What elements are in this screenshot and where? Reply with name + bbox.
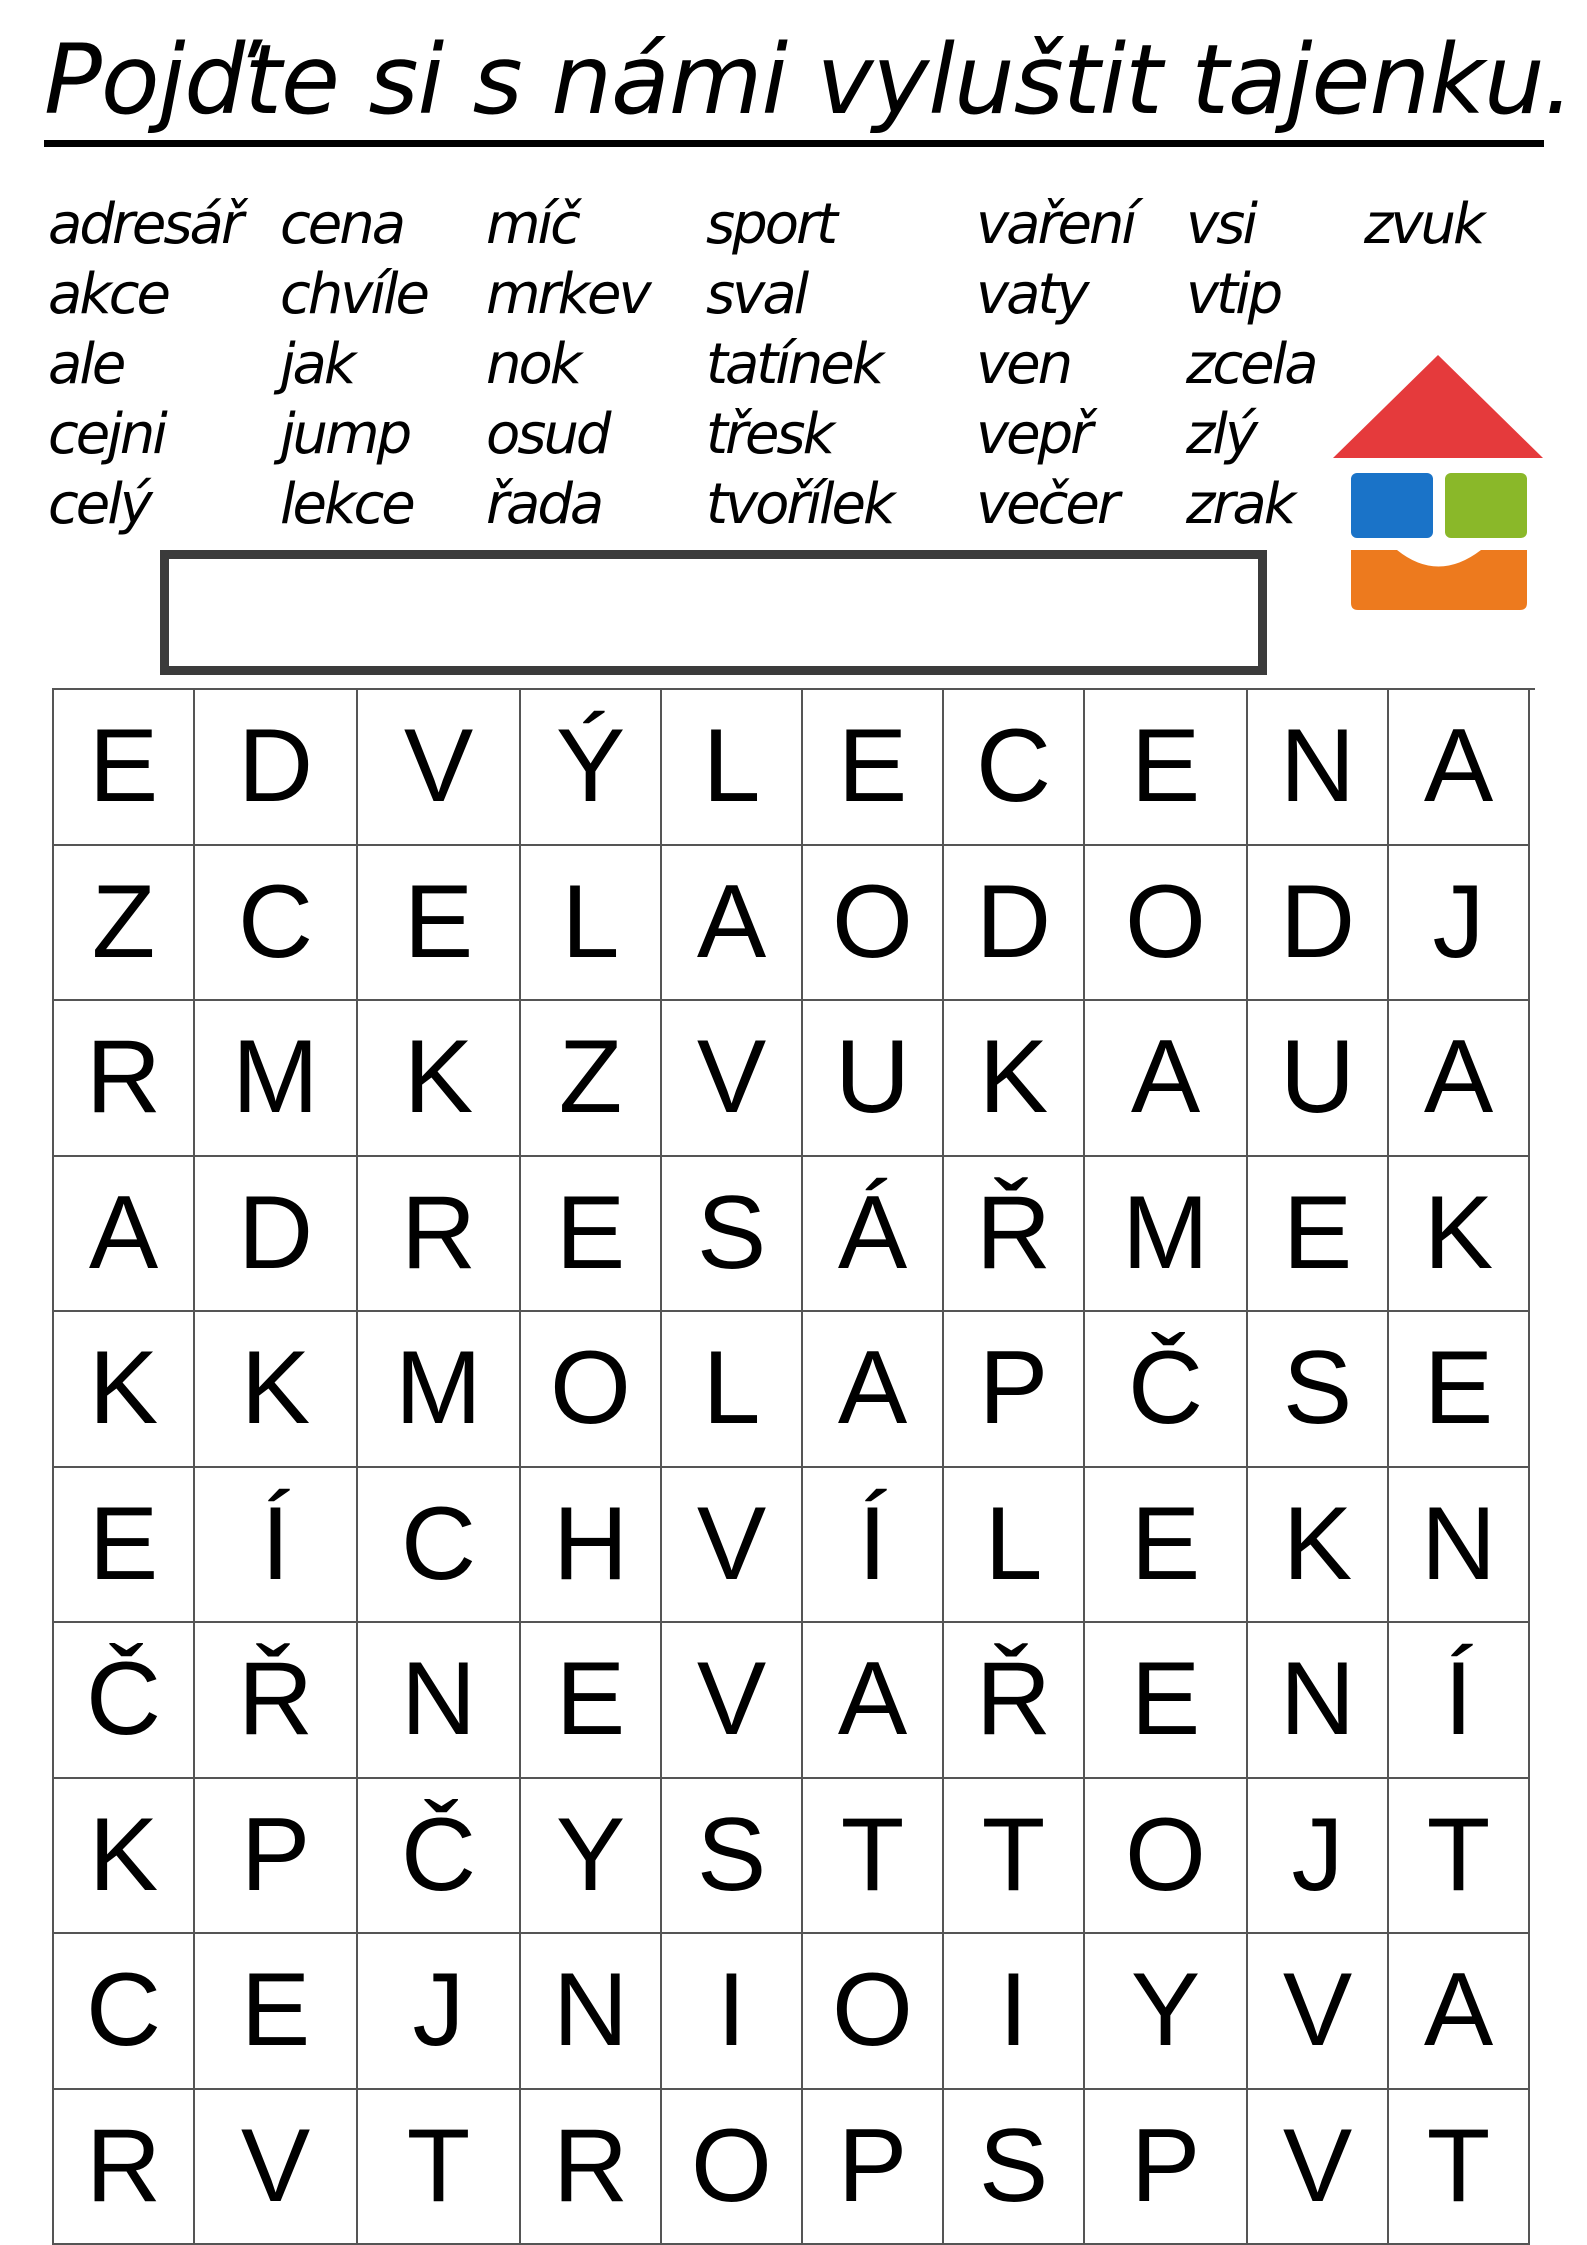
grid-cell[interactable]: D [1248, 846, 1389, 1002]
grid-cell[interactable]: V [662, 1468, 803, 1624]
grid-cell[interactable]: M [195, 1001, 358, 1157]
word-list-item: chvíle [280, 262, 427, 327]
grid-cell[interactable]: Č [54, 1623, 195, 1779]
grid-cell[interactable]: P [195, 1779, 358, 1935]
logo-smile [1351, 550, 1527, 610]
grid-cell[interactable]: Í [803, 1468, 944, 1624]
grid-cell[interactable]: Í [195, 1468, 358, 1624]
grid-cell[interactable]: S [662, 1157, 803, 1313]
word-list-item: zcela [1186, 332, 1316, 397]
grid-cell[interactable]: Y [1085, 1934, 1248, 2090]
grid-cell[interactable]: D [195, 690, 358, 846]
grid-cell[interactable]: J [1248, 1779, 1389, 1935]
grid-cell[interactable]: Č [1085, 1312, 1248, 1468]
word-column-6 [1186, 190, 1316, 540]
grid-cell[interactable]: A [1389, 1934, 1530, 2090]
grid-cell[interactable]: O [803, 1934, 944, 2090]
grid-cell[interactable]: Á [803, 1157, 944, 1313]
grid-cell[interactable]: K [944, 1001, 1085, 1157]
grid-cell[interactable]: P [1085, 2090, 1248, 2245]
grid-cell[interactable]: C [358, 1468, 521, 1624]
word-list-item: adresář [48, 192, 241, 257]
grid-cell[interactable]: O [803, 846, 944, 1002]
logo-window-right [1445, 473, 1527, 538]
word-list-item: osud [486, 402, 609, 467]
grid-cell[interactable]: K [54, 1779, 195, 1935]
word-list-item: míč [486, 192, 578, 257]
grid-cell[interactable]: K [358, 1001, 521, 1157]
grid-cell[interactable]: N [1248, 1623, 1389, 1779]
word-list-item: ven [976, 332, 1071, 397]
grid-cell[interactable]: T [358, 2090, 521, 2245]
grid-cell[interactable]: N [358, 1623, 521, 1779]
word-list-item: zrak [1186, 472, 1294, 537]
grid-cell[interactable]: V [195, 2090, 358, 2245]
grid-cell[interactable]: U [1248, 1001, 1389, 1157]
grid-cell[interactable]: K [1248, 1468, 1389, 1624]
grid-cell[interactable]: H [521, 1468, 662, 1624]
word-list-item: třesk [706, 402, 833, 467]
word-list-item: jump [280, 402, 410, 467]
grid-cell[interactable]: A [803, 1623, 944, 1779]
word-list-item: lekce [280, 472, 413, 537]
grid-cell[interactable]: M [1085, 1157, 1248, 1313]
word-search-grid [52, 688, 1535, 2245]
grid-cell[interactable]: U [803, 1001, 944, 1157]
grid-cell[interactable]: N [521, 1934, 662, 2090]
word-list-item: cejni [48, 402, 165, 467]
grid-cell[interactable]: T [944, 1779, 1085, 1935]
grid-cell[interactable]: A [1389, 1001, 1530, 1157]
grid-cell[interactable]: Č [358, 1779, 521, 1935]
grid-cell[interactable]: Z [521, 1001, 662, 1157]
word-list-item: nok [486, 332, 580, 397]
grid-cell[interactable]: S [944, 2090, 1085, 2245]
grid-cell[interactable]: V [662, 1001, 803, 1157]
worksheet-title: Pojďte si s námi vyluštit tajenku. [44, 24, 1574, 136]
grid-cell[interactable]: A [1389, 690, 1530, 846]
grid-cell[interactable]: V [1248, 2090, 1389, 2245]
word-column-3 [486, 190, 649, 540]
word-list-item: zvuk [1364, 192, 1483, 257]
grid-cell[interactable]: E [54, 1468, 195, 1624]
grid-cell[interactable]: R [521, 2090, 662, 2245]
logo-window-left [1351, 473, 1433, 538]
grid-cell[interactable]: E [195, 1934, 358, 2090]
word-list-item: vtip [1186, 262, 1281, 327]
word-list-item: jak [280, 332, 354, 397]
grid-cell[interactable]: E [1389, 1312, 1530, 1468]
grid-cell[interactable]: Í [1389, 1623, 1530, 1779]
answer-box[interactable] [160, 550, 1267, 675]
grid-cell[interactable]: R [54, 2090, 195, 2245]
grid-cell[interactable]: I [662, 1934, 803, 2090]
word-list-item: cena [280, 192, 404, 257]
grid-cell[interactable]: T [1389, 2090, 1530, 2245]
grid-cell[interactable]: S [662, 1779, 803, 1935]
word-list-item: ale [48, 332, 124, 397]
word-list-item: zlý [1186, 402, 1256, 467]
grid-cell[interactable]: O [662, 2090, 803, 2245]
grid-cell[interactable]: D [195, 1157, 358, 1313]
grid-cell[interactable]: A [803, 1312, 944, 1468]
word-list-item: večer [976, 472, 1117, 537]
word-list-item: řada [486, 472, 602, 537]
word-list-item: mrkev [486, 262, 649, 327]
grid-cell[interactable]: N [1389, 1468, 1530, 1624]
house-smile-icon [1333, 355, 1543, 615]
grid-cell[interactable]: T [803, 1779, 944, 1935]
grid-cell[interactable]: K [54, 1312, 195, 1468]
word-list-item: sport [706, 192, 835, 257]
grid-cell[interactable]: A [1085, 1001, 1248, 1157]
grid-cell[interactable]: A [54, 1157, 195, 1313]
grid-cell[interactable]: E [521, 1623, 662, 1779]
grid-cell[interactable]: V [358, 690, 521, 846]
grid-cell[interactable]: I [944, 1934, 1085, 2090]
grid-cell[interactable]: K [1389, 1157, 1530, 1313]
grid-cell[interactable]: Ý [521, 690, 662, 846]
grid-cell[interactable]: S [1248, 1312, 1389, 1468]
logo-roof [1333, 355, 1543, 458]
grid-cell[interactable]: C [195, 846, 358, 1002]
grid-cell[interactable]: E [1085, 690, 1248, 846]
word-column-4 [706, 190, 892, 540]
grid-cell[interactable]: O [1085, 846, 1248, 1002]
word-list-item: tvořílek [706, 472, 893, 537]
grid-cell[interactable]: E [521, 1157, 662, 1313]
word-column-7 [1364, 190, 1482, 260]
grid-cell[interactable]: V [662, 1623, 803, 1779]
grid-cell[interactable]: L [521, 846, 662, 1002]
grid-cell[interactable]: C [944, 690, 1085, 846]
grid-cell[interactable]: L [944, 1468, 1085, 1624]
grid-cell[interactable]: T [1389, 1779, 1530, 1935]
grid-cell[interactable]: E [54, 690, 195, 846]
word-list-item: akce [48, 262, 168, 327]
grid-cell[interactable]: Ř [944, 1623, 1085, 1779]
word-list-item: vepř [976, 402, 1091, 467]
grid-cell[interactable]: J [358, 1934, 521, 2090]
word-column-5 [976, 190, 1134, 540]
grid-cell[interactable]: L [662, 1312, 803, 1468]
word-column-2 [280, 190, 427, 540]
grid-cell[interactable]: Ř [944, 1157, 1085, 1313]
grid-cell[interactable]: R [54, 1001, 195, 1157]
title-underline [44, 140, 1544, 147]
grid-cell[interactable]: L [662, 690, 803, 846]
grid-cell[interactable]: O [1085, 1779, 1248, 1935]
grid-cell[interactable]: P [944, 1312, 1085, 1468]
word-column-1 [48, 190, 241, 540]
grid-cell[interactable]: P [803, 2090, 944, 2245]
grid-cell[interactable]: V [1248, 1934, 1389, 2090]
grid-cell[interactable]: Ř [195, 1623, 358, 1779]
grid-cell[interactable]: E [1248, 1157, 1389, 1313]
word-list-item: vsi [1186, 192, 1255, 257]
grid-cell[interactable]: C [54, 1934, 195, 2090]
grid-cell[interactable]: M [358, 1312, 521, 1468]
grid-cell[interactable]: E [358, 846, 521, 1002]
grid-cell[interactable]: E [1085, 1468, 1248, 1624]
grid-cell[interactable]: N [1248, 690, 1389, 846]
grid-cell[interactable]: R [358, 1157, 521, 1313]
grid-cell[interactable]: E [803, 690, 944, 846]
grid-cell[interactable]: O [521, 1312, 662, 1468]
word-list-item: sval [706, 262, 807, 327]
grid-cell[interactable]: K [195, 1312, 358, 1468]
grid-cell[interactable]: A [662, 846, 803, 1002]
word-list-item: celý [48, 472, 150, 537]
word-list-item: vaty [976, 262, 1087, 327]
word-list-item: vaření [976, 192, 1134, 257]
grid-cell[interactable]: J [1389, 846, 1530, 1002]
word-list-item: tatínek [706, 332, 882, 397]
grid-cell[interactable]: Z [54, 846, 195, 1002]
grid-cell[interactable]: E [1085, 1623, 1248, 1779]
grid-cell[interactable]: Y [521, 1779, 662, 1935]
grid-cell[interactable]: D [944, 846, 1085, 1002]
